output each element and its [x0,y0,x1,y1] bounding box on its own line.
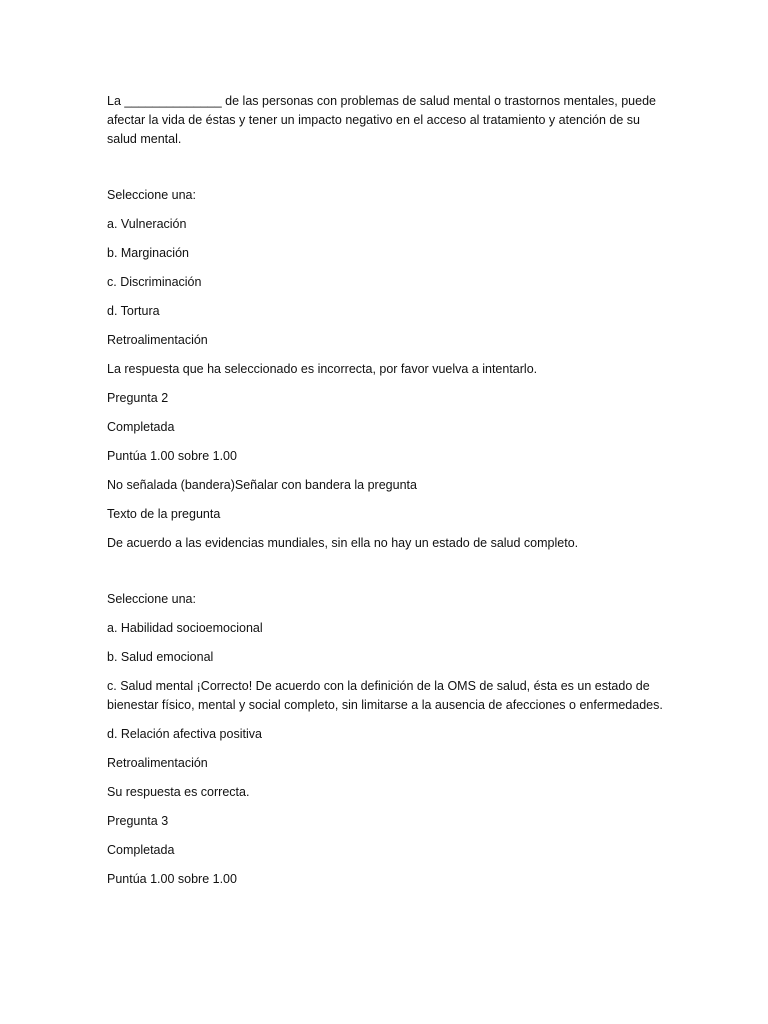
question-1-feedback-label: Retroalimentación [107,333,208,347]
question-1-feedback-text: La respuesta que ha seleccionado es incorrecta, por favor vuelva a intentarlo. [107,362,538,376]
question-2-score: Puntúa 1.00 sobre 1.00 [107,449,237,463]
question-3-number: Pregunta 3 [107,814,169,828]
question-1-option-a: a. Vulneración [107,217,187,231]
question-2-status: Completada [107,420,175,434]
question-1-text: La ______________ de las personas con problemas de salud mental o trastornos mentales, puede afectar la vida de éstas y tener un impacto negativo en el acceso al tratamiento y atención de su salud mental. [107,94,656,146]
question-2-text: De acuerdo a las evidencias mundiales, sin ella no hay un estado de salud completo. [107,536,579,550]
question-2-option-d: d. Relación afectiva positiva [107,727,262,741]
question-2-number: Pregunta 2 [107,391,169,405]
question-2-feedback-label: Retroalimentación [107,756,208,770]
question-2-option-c: c. Salud mental ¡Correcto! De acuerdo con la definición de la OMS de salud, ésta es un estado de bienestar físico, mental y social completo, sin limitarse a la ausencia de afecciones o enfermedades. [107,679,663,712]
question-2-feedback-text: Su respuesta es correcta. [107,785,250,799]
question-2-text-label: Texto de la pregunta [107,507,221,521]
question-2-option-b: b. Salud emocional [107,650,214,664]
question-3-score: Puntúa 1.00 sobre 1.00 [107,872,237,886]
question-1-option-b: b. Marginación [107,246,189,260]
question-1-option-d: d. Tortura [107,304,160,318]
question-2-option-a: a. Habilidad socioemocional [107,621,263,635]
question-3-status: Completada [107,843,175,857]
document-page [107,92,667,889]
question-2-prompt: Seleccione una: [107,592,196,606]
question-1-prompt: Seleccione una: [107,188,196,202]
question-1-option-c: c. Discriminación [107,275,202,289]
question-2-flag: No señalada (bandera)Señalar con bandera la pregunta [107,478,417,492]
